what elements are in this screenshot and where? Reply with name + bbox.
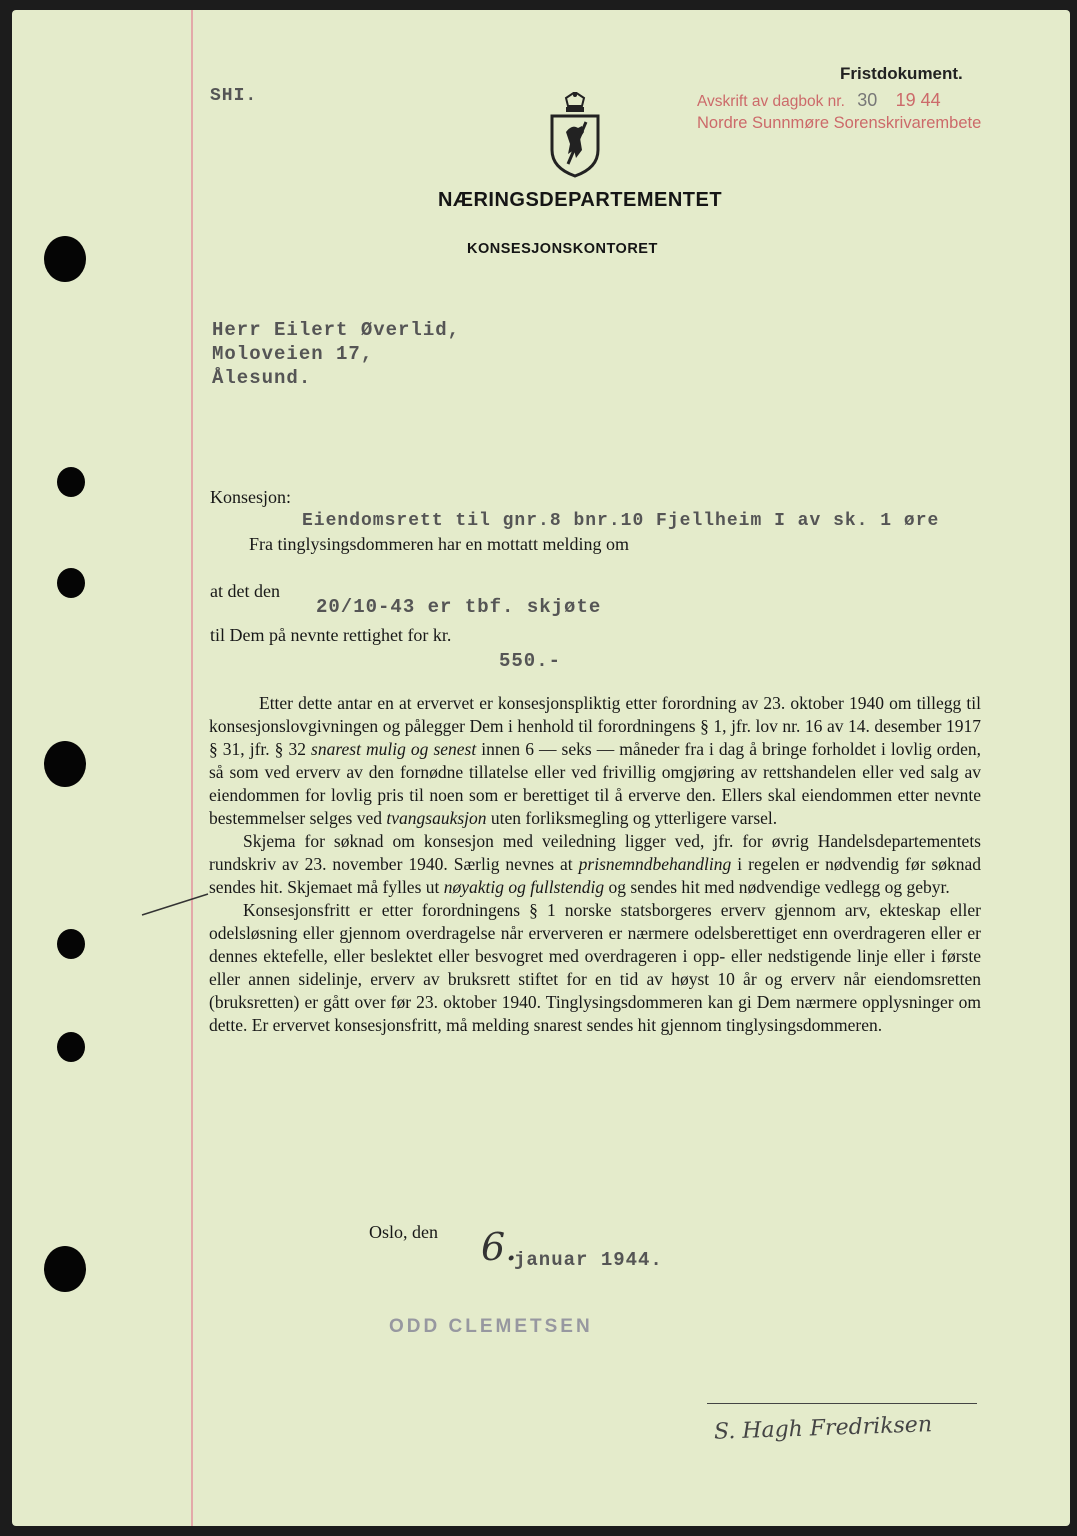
- recipient-street: Moloveien 17,: [212, 343, 374, 365]
- paragraph-application-form: Skjema for søknad om konsesjon med veiledning ligger ved, jfr. for øvrig Handelsdepartementets rundskriv av 23. november 1940. Særlig nevnes at prisnemndbehandling i regelen er nødvendig før søknad sendes hit. Skjemaet må fylles ut nøyaktig og fullstendig og sendes hit med nødvendige vedlegg og gebyr.: [209, 831, 981, 897]
- paragraph-obligation: Etter dette antar en at ervervet er konsesjonspliktig etter forordning av 23. oktober 1940 om tillegg til konsesjonslovgivningen og pålegger Dem i henhold til forordningens § 1, jfr. lov nr. 16 av 14. desember 1917 § 31, jfr. § 32 snarest mulig og senest innen 6 — seks — måneder fra i dag å bringe forholdet i lovlig orden, så som ved erverv av den fornødne tillatelse eller ved frivillig omgjøring av rettshandelen eller ved salg av eiendommen for lovlig pris til noen som er berettiget til å erverve den. Ellers skal eiendommen etter nevnte bestemmelser selges ved tvangsauksjon uten forliksmegling og ytterligere varsel.: [209, 693, 981, 828]
- recipient-name: Herr Eilert Øverlid,: [212, 319, 461, 341]
- stamp-office: Nordre Sunnmøre Sorenskrivarembete: [697, 114, 982, 132]
- margin-line: [191, 10, 193, 1526]
- stamp-title: Fristdokument.: [840, 64, 963, 83]
- konsesjon-label: Konsesjon:: [210, 487, 291, 507]
- typed-name-stamp: ODD CLEMETSEN: [389, 1316, 593, 1337]
- coat-of-arms-icon: [546, 92, 604, 178]
- department-name: NÆRINGSDEPARTEMENTET: [438, 189, 723, 211]
- punch-hole: [44, 1246, 86, 1292]
- konsesjon-value: Eiendomsrett til gnr.8 bnr.10 Fjellheim I av sk. 1 øre: [302, 511, 940, 531]
- punch-hole: [57, 568, 85, 598]
- recipient-city: Ålesund.: [212, 367, 312, 389]
- closing-place: Oslo, den: [369, 1222, 438, 1242]
- amount-label: til Dem på nevnte rettighet for kr.: [210, 625, 452, 645]
- recipient-address: [212, 318, 460, 390]
- date-value: 20/10-43 er tbf. skjøte: [316, 596, 602, 618]
- reference-code: SHI.: [210, 86, 258, 106]
- punch-hole: [44, 236, 86, 282]
- stamp-number: 30: [857, 90, 878, 110]
- date-label: at det den: [210, 581, 280, 601]
- paragraph-exemptions: Konsesjonsfritt er etter forordningens § 1 norske statsborgeres erverv gjennom arv, ekteskap eller odelsløsning eller gjennom overdragelse når erververen er nærmere odelsberettiget enn overdrageren eller er dennes ektefelle, eller beslektet eller besvogret med overdrageren i opp- eller nedstigende linje eller i første eller annen sidelinje, erverv av bruksrett stiftet for en tid av høyst 10 år og erverv når eiendomsretten (bruksretten) er gått over før 23. oktober 1940. Tinglysingsdommeren kan gi Dem nærmere opplysninger om dette. Er ervervet konsesjonsfritt, må melding snarest sendes hit gjennom tinglysingsdommeren.: [209, 900, 981, 1035]
- handwritten-signature: S. Hagh Fredriksen: [713, 1412, 933, 1445]
- punch-hole: [44, 741, 86, 787]
- closing-day: 6.: [481, 1225, 518, 1269]
- closing-month-year: januar 1944.: [514, 1249, 663, 1271]
- fra-tinglysing-line: Fra tinglysingsdommeren har en mottatt melding om: [249, 534, 629, 554]
- office-name: KONSESJONSKONTORET: [467, 241, 658, 257]
- signature-line: [707, 1403, 977, 1404]
- amount-value: 550.-: [499, 650, 562, 672]
- body-text: [209, 692, 981, 1037]
- punch-hole: [57, 1032, 85, 1062]
- margin-mark: [140, 890, 215, 920]
- punch-hole: [57, 929, 85, 959]
- punch-hole: [57, 467, 85, 497]
- stamp-line1-prefix: Avskrift av dagbok nr.: [697, 93, 845, 110]
- stamp-year: 19 44: [895, 90, 941, 110]
- archive-stamp: [697, 64, 1027, 133]
